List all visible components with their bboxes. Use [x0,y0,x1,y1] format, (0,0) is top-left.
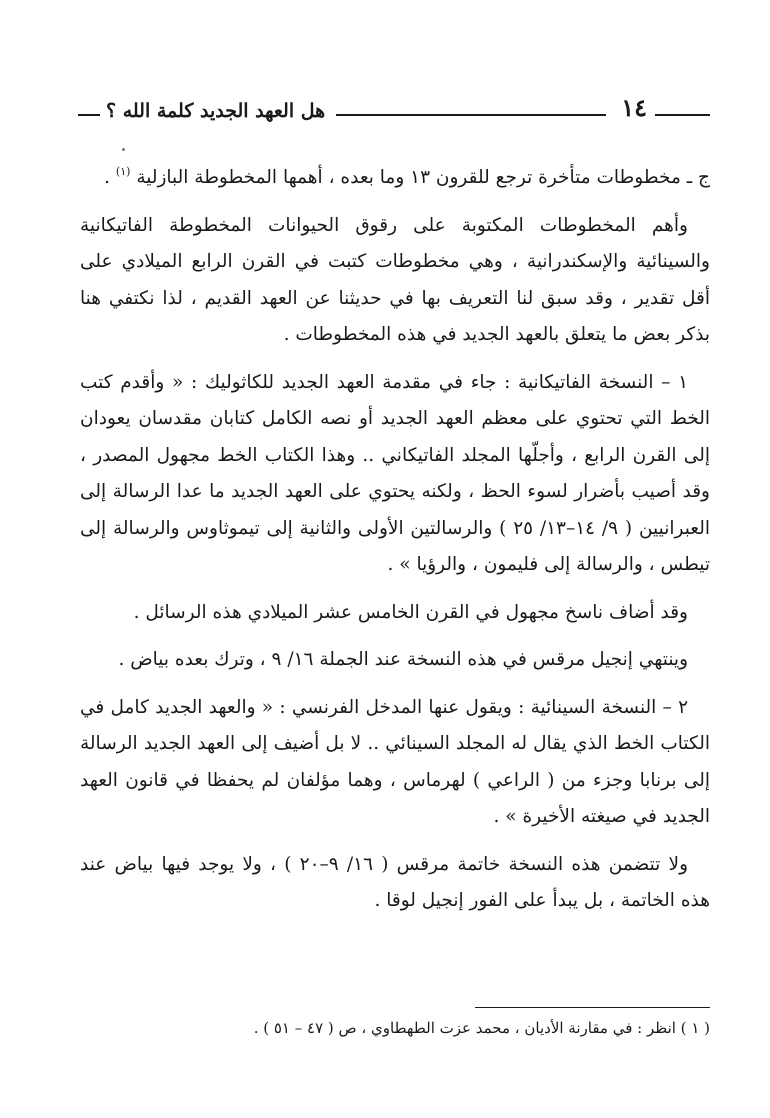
paragraph-end: . [104,167,116,188]
body-text [80,160,710,931]
paragraph-main-manuscripts: وأهم المخطوطات المكتوبة على رقوق الحيوانات المخطوطة الفاتيكانية والسينائية والإسكندرانية ، وهي مخطوطات كتبت في القرن الرابع الميلادي على أقل تقدير ، وقد سبق لنا التعريف بها في حديثنا عن العهد القديم ، لذا نكتفي هنا بذكر بعض ما يتعلق بالعهد الجديد في هذه المخطوطات . [80,214,710,345]
footnote-reference: (١) [115,165,131,178]
paragraph-sinaitic-codex: ٢ – النسخة السينائية : ويقول عنها المدخل الفرنسي : « والعهد الجديد كامل في الكتاب الخط الذي يقال له المجلد السينائي .. لا بل أضيف إلى العهد الجديد الرسالة إلى برنابا وجزء من ( الراعي ) لهرماس ، وهما مؤلفان لم يحفظا في قانون العهد الجديد في صيغته الأخيرة » . [80,696,710,827]
paragraph-vatican-codex: ١ – النسخة الفاتيكانية : جاء في مقدمة العهد الجديد للكاثوليك : « وأقدم كتب الخط التي تحتوي على معظم العهد الجديد أو نصه الكامل كتابان مقدسان يعودان إلى القرن الرابع ، وأجلّها المجلد الفاتيكاني .. وهذا الكتاب الخط مجهول المصدر ، وقد أصيب بأضرار لسوء الحظ ، ولكنه يحتوي على العهد الجديد ما عدا الرسالة إلى العبرانيين ( ٩/ ١٤–١٣/ ٢٥ ) والرسالتين الأولى والثانية إلى تيموثاوس والرسالة إلى تيطس ، والرسالة إلى فليمون ، والرؤيا » . [80,371,710,575]
page-number: ١٤ [621,93,647,122]
paragraph-mark-conclusion: ولا تتضمن هذه النسخة خاتمة مرقس ( ١٦/ ٩–٢٠ ) ، ولا يوجد فيها بياض عند هذه الخاتمة ، بل يبدأ على الفور إنجيل لوقا . [80,853,710,911]
scan-speck [122,148,125,151]
paragraph-anonymous-scribe: وقد أضاف ناسخ مجهول في القرن الخامس عشر الميلادي هذه الرسائل . [133,601,688,623]
running-title: هل العهد الجديد كلمة الله ؟ [106,100,326,122]
header-rule-right [655,114,710,116]
running-header [78,93,710,126]
paragraph-item-c [80,160,710,197]
paragraph-mark-ending: وينتهي إنجيل مرقس في هذه النسخة عند الجملة ١٦/ ٩ ، وترك بعده بياض . [118,649,688,670]
paragraph-text: ج ـ مخطوطات متأخرة ترجع للقرون ١٣ وما بعده ، أهمها المخطوطة البازلية [136,167,710,188]
footnote: ( ١ ) انظر : في مقارنة الأديان ، محمد عزت الطهطاوي ، ص ( ٤٧ – ٥١ ) . [253,1019,710,1037]
footnote-separator [475,1007,710,1008]
header-rule-left [78,114,100,116]
header-rule-middle [336,114,606,116]
